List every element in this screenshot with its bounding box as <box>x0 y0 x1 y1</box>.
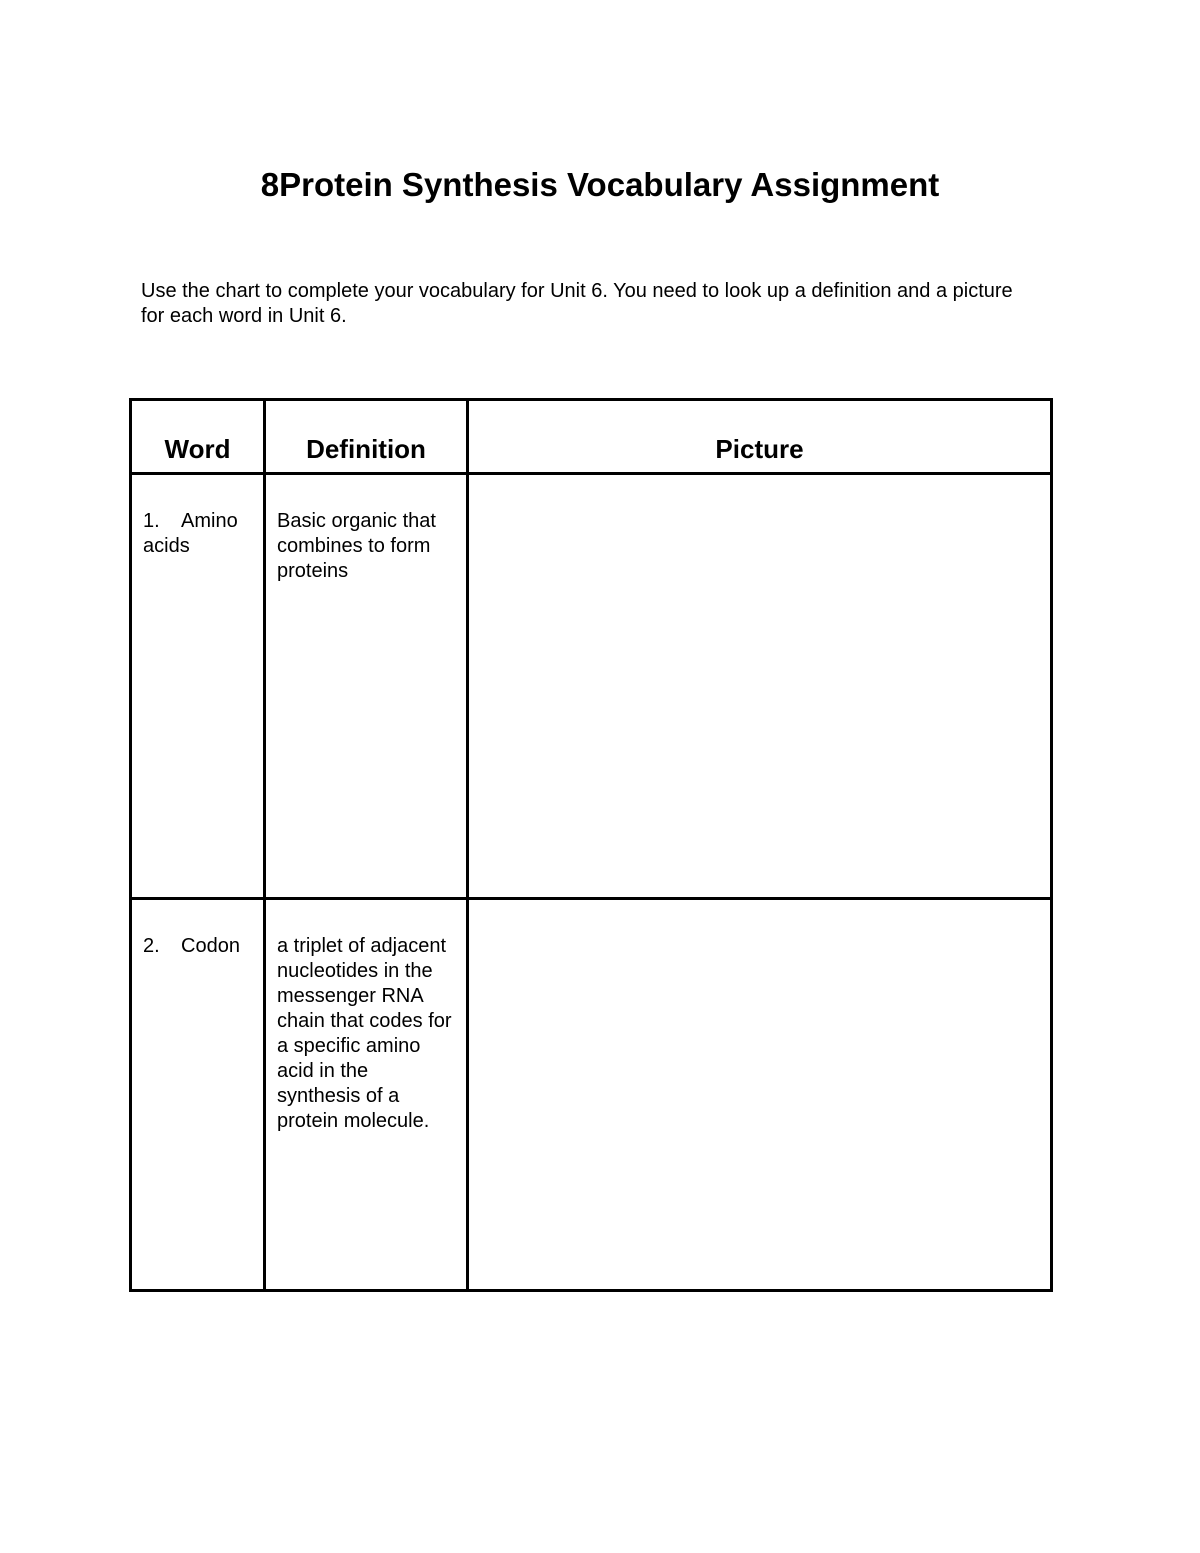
picture-content <box>469 475 1050 509</box>
definition-cell <box>265 899 468 1291</box>
definition-text: a triplet of adjacent nucleotides in the messenger RNA chain that codes for a specific amino acid in the synthesis of a protein molecule. <box>277 935 452 1132</box>
header-picture: Picture <box>468 400 1052 474</box>
word-text: Amino acids <box>143 510 238 557</box>
table-row <box>131 474 1052 899</box>
row-number: 1. <box>143 510 160 532</box>
picture-cell <box>468 474 1052 899</box>
header-definition: Definition <box>265 400 468 474</box>
word-cell <box>131 899 265 1291</box>
definition-text: Basic organic that combines to form proteins <box>277 510 436 582</box>
definition-cell <box>265 474 468 899</box>
picture-cell <box>468 899 1052 1291</box>
vocabulary-table <box>129 398 1053 1292</box>
picture-content <box>469 900 1050 934</box>
table-header-row <box>131 400 1052 474</box>
instructions-text: Use the chart to complete your vocabulary for Unit 6. You need to look up a definition and a picture for each word in Unit 6. <box>141 280 1013 327</box>
word-text: Codon <box>181 935 240 957</box>
row-number: 2. <box>143 935 160 957</box>
header-word: Word <box>131 400 265 474</box>
page-title: 8Protein Synthesis Vocabulary Assignment <box>260 166 940 203</box>
table-row <box>131 899 1052 1291</box>
word-cell <box>131 474 265 899</box>
